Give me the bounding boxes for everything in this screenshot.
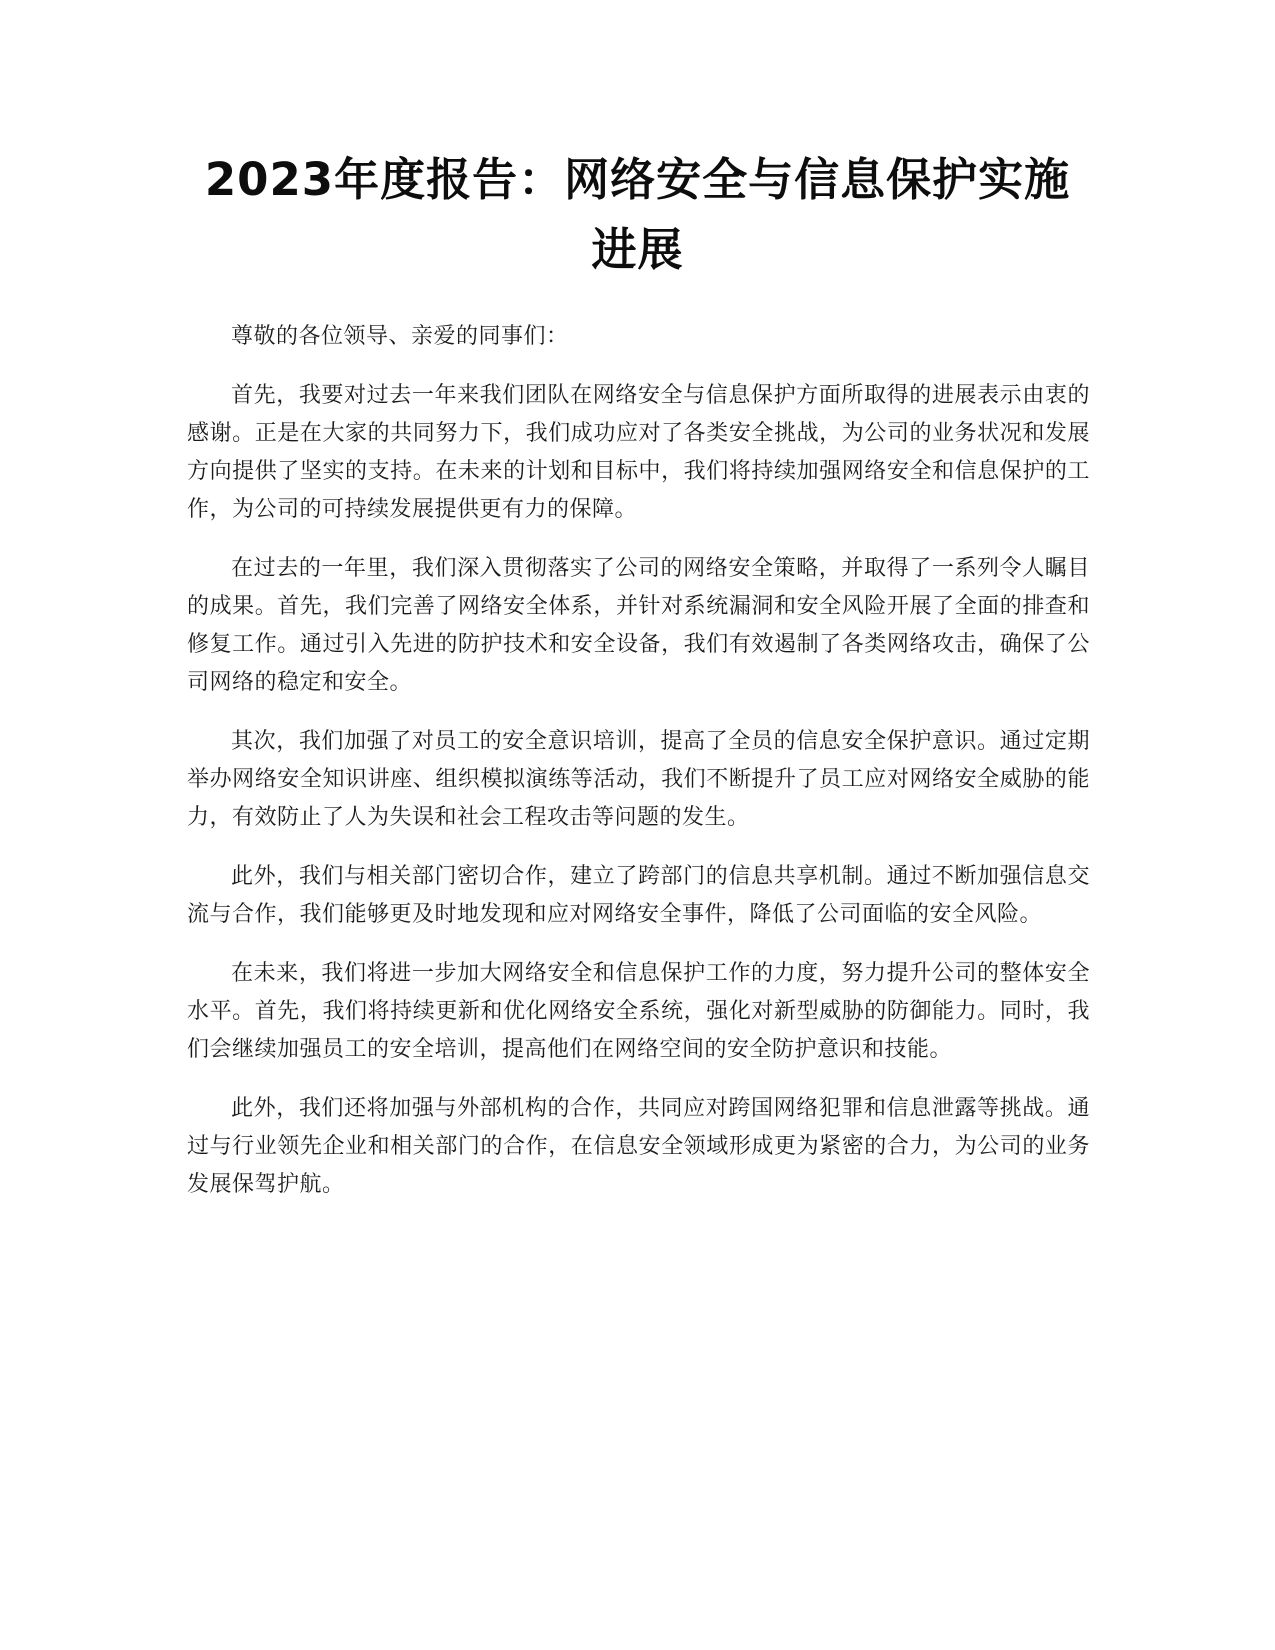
- body-paragraph: 首先，我要对过去一年来我们团队在网络安全与信息保护方面所取得的进展表示由衷的感谢。正是在大家的共同努力下，我们成功应对了各类安全挑战，为公司的业务状况和发展方向提供了坚实的支持。在未来的计划和目标中，我们将持续加强网络安全和信息保护的工作，为公司的可持续发展提供更有力的保障。: [187, 383, 1090, 522]
- salutation-paragraph: 尊敬的各位领导、亲爱的同事们：: [231, 324, 569, 349]
- body-paragraph: 在未来，我们将进一步加大网络安全和信息保护工作的力度，努力提升公司的整体安全水平。首先，我们将持续更新和优化网络安全系统，强化对新型威胁的防御能力。同时，我们会继续加强员工的安全培训，提高他们在网络空间的安全防护意识和技能。: [187, 961, 1090, 1062]
- body-paragraph: 其次，我们加强了对员工的安全意识培训，提高了全员的信息安全保护意识。通过定期举办网络安全知识讲座、组织模拟演练等活动，我们不断提升了员工应对网络安全威胁的能力，有效防止了人为失误和社会工程攻击等问题的发生。: [187, 729, 1090, 830]
- body-paragraph: 在过去的一年里，我们深入贯彻落实了公司的网络安全策略，并取得了一系列令人瞩目的成果。首先，我们完善了网络安全体系，并针对系统漏洞和安全风险开展了全面的排查和修复工作。通过引入先进的防护技术和安全设备，我们有效遏制了各类网络攻击，确保了公司网络的稳定和安全。: [187, 556, 1090, 695]
- document-body: [187, 318, 1090, 1225]
- body-paragraph: 此外，我们还将加强与外部机构的合作，共同应对跨国网络犯罪和信息泄露等挑战。通过与行业领先企业和相关部门的合作，在信息安全领域形成更为紧密的合力，为公司的业务发展保驾护航。: [187, 1096, 1090, 1197]
- body-paragraph: 此外，我们与相关部门密切合作，建立了跨部门的信息共享机制。通过不断加强信息交流与合作，我们能够更及时地发现和应对网络安全事件，降低了公司面临的安全风险。: [187, 864, 1090, 927]
- document-title: 2023年度报告：网络安全与信息保护实施进展: [204, 153, 1071, 276]
